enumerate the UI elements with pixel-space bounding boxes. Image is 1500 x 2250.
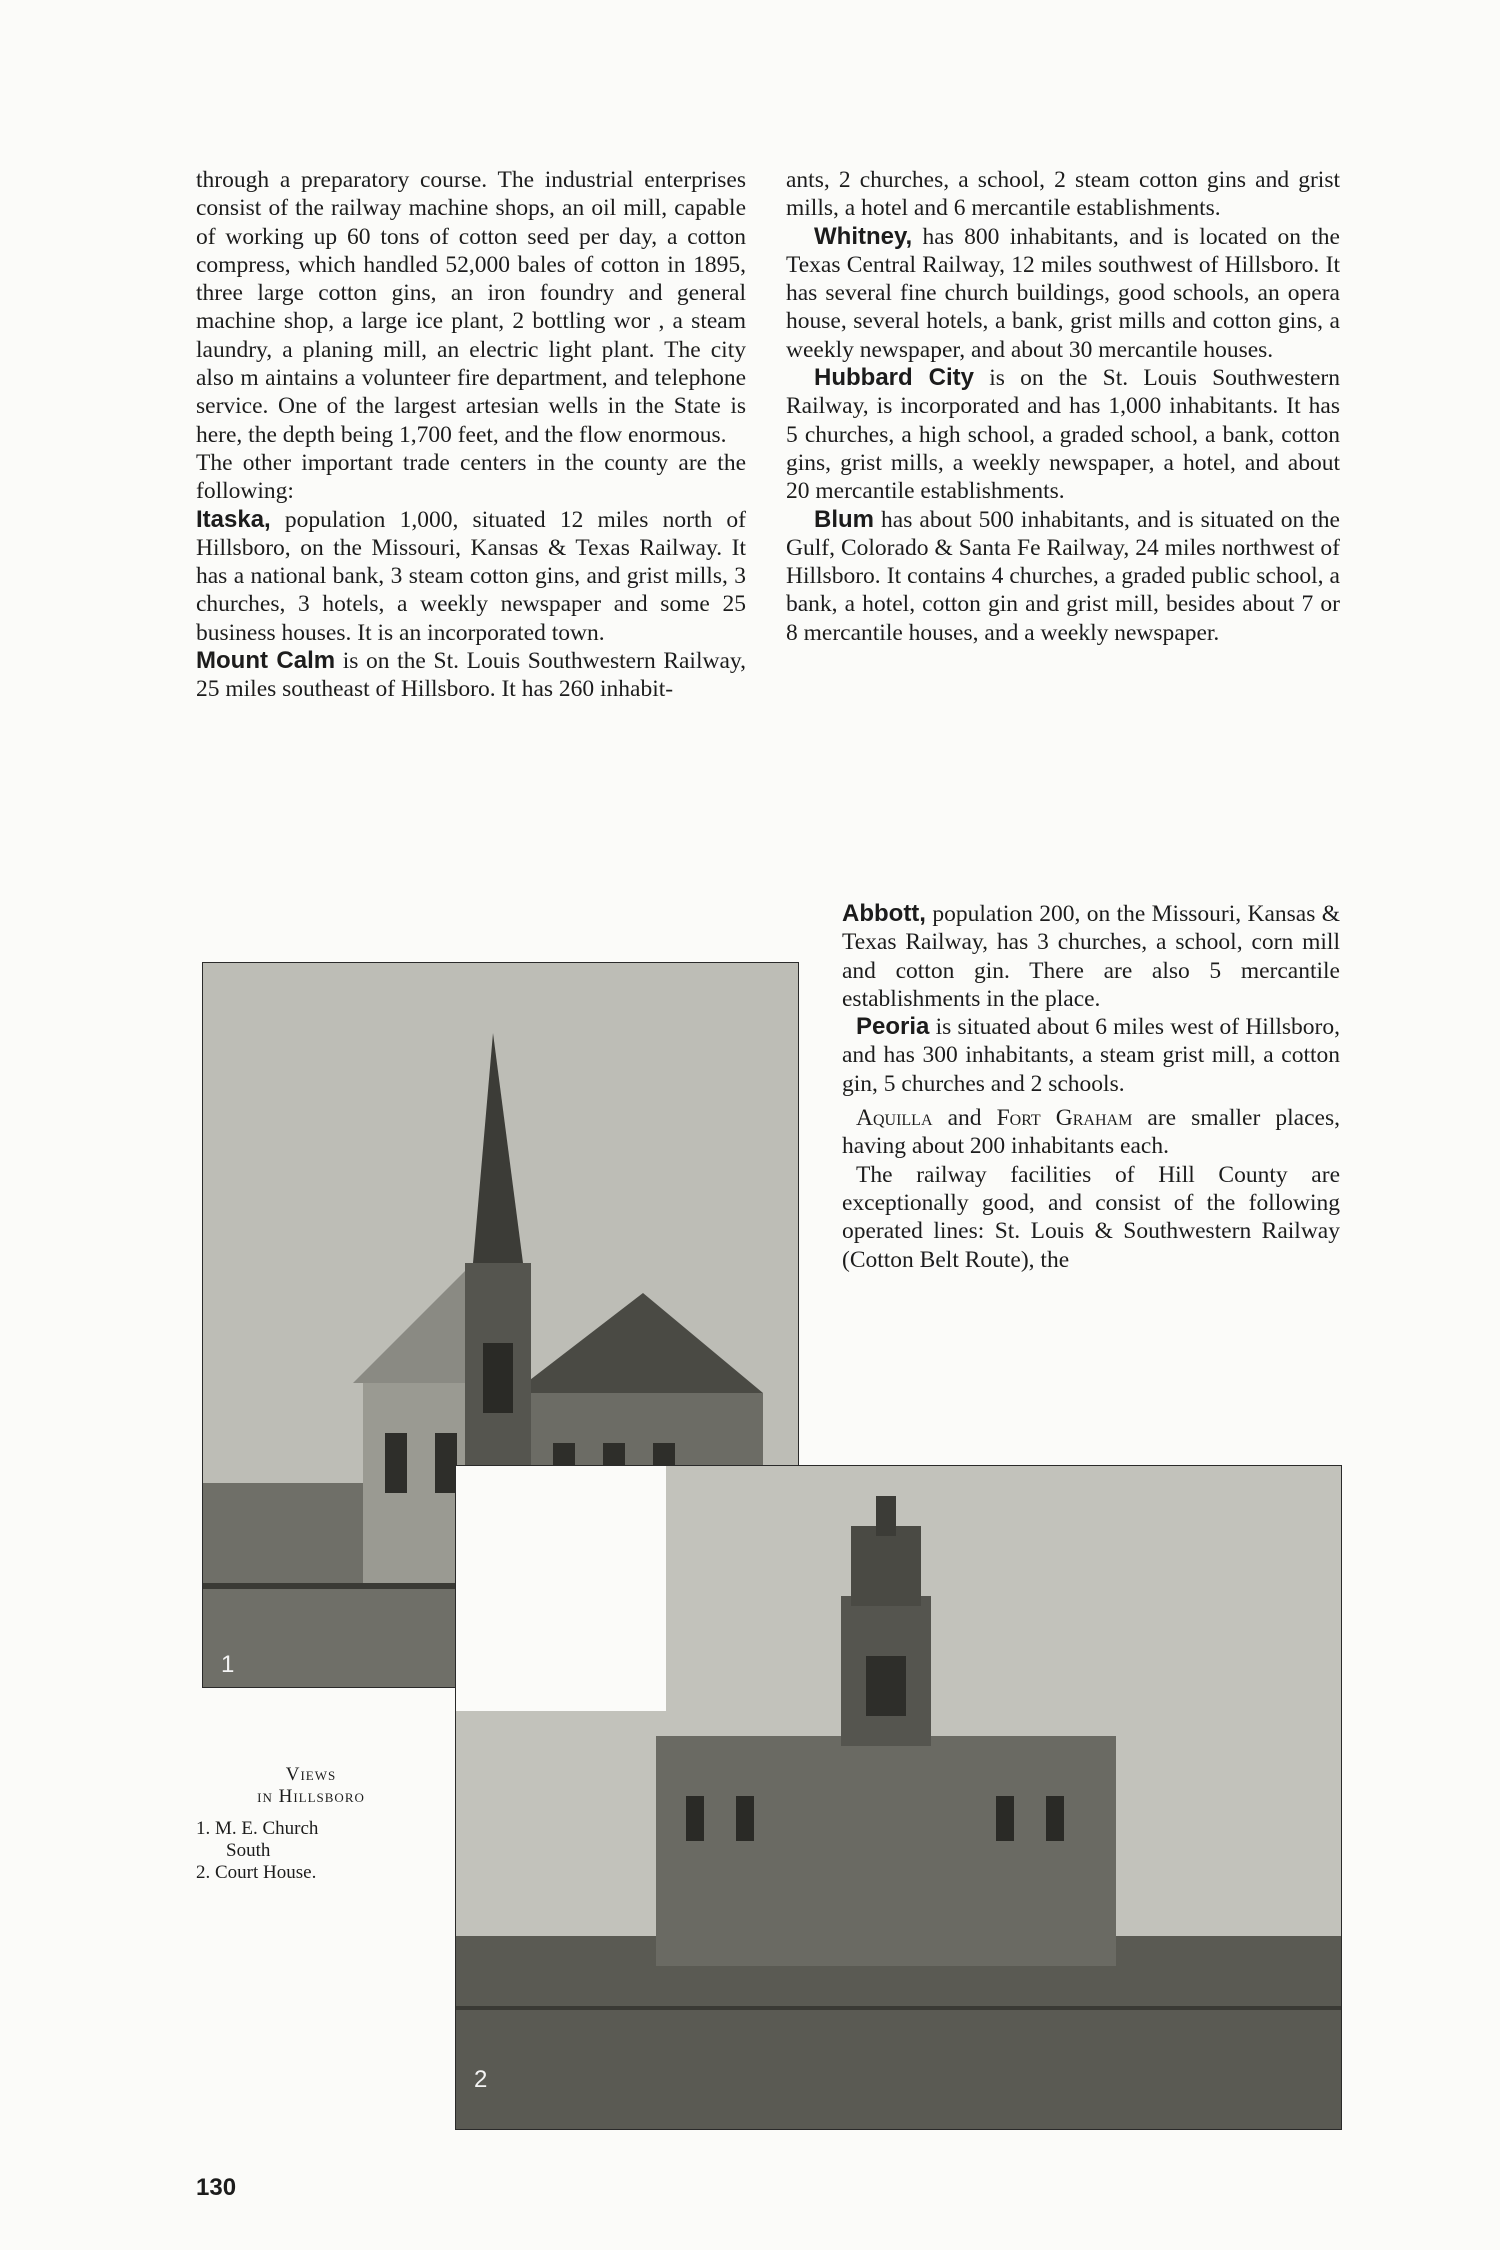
page-number: 130 [196, 2174, 237, 2201]
entry-mount-calm [196, 647, 746, 704]
town-name-mount-calm: Mount Calm [196, 647, 336, 675]
right-column [786, 166, 1340, 647]
paragraph-railway: The railway facilities of Hill County are exceptionally good, and consist of the following operated lines: St. Louis & Southwestern Railway (Cotton Belt Route), the [842, 1161, 1340, 1273]
whitney-text: has 800 inhabitants, and is located on the Texas Central Railway, 12 miles southwest of Hillsboro. It has several fine church buildings, good schools, an opera house, several hotels, a bank, grist mills and cotton gins, a weekly newspaper, and about 30 mercantile houses. [786, 223, 1340, 363]
town-name-hubbard-city: Hubbard City [814, 364, 974, 392]
town-name-whitney: Whitney, [814, 222, 913, 250]
town-name-peoria: Peoria [856, 1013, 930, 1041]
right-narrow-column [842, 900, 1340, 1274]
court-house-illustration [456, 1466, 1341, 2129]
photo-court-house [455, 1465, 1342, 2130]
entry-aquilla [842, 1104, 1340, 1161]
photo-caption [196, 1764, 426, 1884]
aquilla-text: are smaller places, having about 200 inhabitants each. [842, 1105, 1340, 1160]
entry-blum [786, 506, 1340, 647]
town-name-itaska: Itaska, [196, 505, 271, 533]
paragraph-continued: ants, 2 churches, a school, 2 steam cotton gins and grist mills, a hotel and 6 mercantile establishments. [786, 167, 1340, 222]
entry-whitney [786, 223, 1340, 364]
mount-calm-text: is on the St. Louis Southwestern Railway, 25 miles southeast of Hillsboro. It has 260 inhabit- [196, 648, 746, 703]
caption-item-1 [196, 1818, 426, 1862]
entry-itaska [196, 506, 746, 647]
photo-number-1: 1 [221, 1651, 235, 1678]
abbott-text: population 200, on the Missouri, Kansas & Texas Railway, has 3 churches, a school, corn mill and cotton gin. There are also 5 mercantile establishments in the place. [842, 901, 1340, 1012]
entry-hubbard-city [786, 364, 1340, 505]
left-column [196, 166, 746, 704]
town-name-fort-graham: Fort Graham [996, 1105, 1133, 1132]
paragraph-industries: through a preparatory course. The industrial enterprises consist of the railway machine shops, an oil mill, capable of working up 60 tons of cotton seed per day, a cotton compress, which handled 52,000 bales of cotton in 1895, three large cotton gins, an iron foundry and general machine shop, a large ice plant, 2 bottling wor , a steam laundry, a planing mill, an electric light plant. The city also m aintains a volunteer fire department, and telephone service. One of the largest artesian wells in the State is here, the depth being 1,700 feet, and the flow enormous. [196, 167, 746, 448]
blum-text: has about 500 inhabitants, and is situated on the Gulf, Colorado & Santa Fe Railway, 24 miles northwest of Hillsboro. It contains 4 churches, a graded public school, a bank, a hotel, cotton gin and grist mill, besides about 7 or 8 mercantile houses, and a weekly newspaper. [786, 506, 1340, 646]
entry-peoria [842, 1013, 1340, 1098]
caption-item-1-line-2: South [226, 1840, 271, 1861]
conjunction-and: and [932, 1105, 997, 1132]
photo-number-2: 2 [474, 2066, 488, 2093]
hubbard-city-text: is on the St. Louis Southwestern Railway, is incorporated and has 1,000 inhabitants. It has 5 churches, a high school, a graded school, a bank, cotton gins, grist mills, a weekly newspaper, a hotel, and about 20 mercantile establishments. [786, 365, 1340, 505]
caption-item-1-line-1: 1. M. E. Church [196, 1818, 319, 1839]
caption-item-2: 2. Court House. [196, 1862, 317, 1883]
caption-title-line-1: Views [285, 1764, 337, 1785]
itaska-text: population 1,000, situated 12 miles north of Hillsboro, on the Missouri, Kansas & Texas Railway. It has a national bank, 3 steam cotton gins, and grist mills, 3 churches, 3 hotels, a weekly newspaper and some 25 business houses. It is an incorporated town. [196, 506, 746, 646]
town-name-blum: Blum [814, 505, 874, 533]
town-name-abbott: Abbott, [842, 900, 926, 927]
paragraph-trade-centers: The other important trade centers in the county are the following: [196, 449, 746, 505]
peoria-text: is situated about 6 miles west of Hillsboro, and has 300 inhabitants, a steam grist mill, a cotton gin, 5 churches and 2 schools. [842, 1014, 1340, 1097]
entry-abbott [842, 900, 1340, 1013]
caption-title-line-2: in Hillsboro [257, 1786, 365, 1807]
caption-title [196, 1764, 426, 1808]
town-name-aquilla: Aquilla [856, 1105, 933, 1132]
